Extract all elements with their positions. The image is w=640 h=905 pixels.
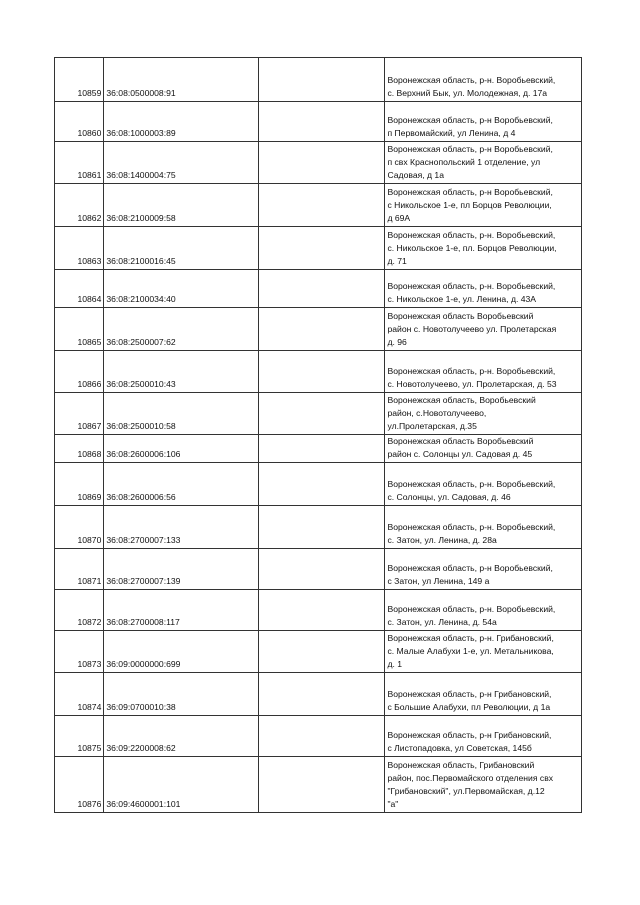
address-line: с. Затон, ул. Ленина, д. 28а: [387, 535, 497, 545]
address-cell: [385, 631, 582, 673]
row-number: 10866: [55, 351, 104, 393]
table-row: [55, 102, 582, 142]
table-row: [55, 58, 582, 102]
empty-cell: [258, 757, 385, 813]
address-cell: [385, 227, 582, 270]
address-line: Воронежская область, р-н. Воробьевский,: [387, 522, 556, 532]
table-row: [55, 435, 582, 463]
cadastral-number: 36:08:2700007:139: [104, 549, 258, 590]
row-number: 10865: [55, 308, 104, 351]
cadastral-number: 36:09:4600001:101: [104, 757, 258, 813]
empty-cell: [258, 270, 385, 308]
cadastral-number: 36:08:1000003:89: [104, 102, 258, 142]
cadastral-number: 36:08:1400004:75: [104, 142, 258, 184]
address-line: Воронежская область, р-н. Воробьевский,: [387, 604, 556, 614]
address-line: д. 71: [387, 256, 407, 266]
address-line: Садовая, д 1а: [387, 170, 444, 180]
empty-cell: [258, 590, 385, 631]
table-row: [55, 184, 582, 227]
address-line: Воронежская область Воробьевский: [387, 436, 534, 446]
cadastral-number: 36:08:2500007:62: [104, 308, 258, 351]
address-line: "Грибановский", ул.Первомайская, д.12: [387, 786, 545, 796]
address-line: район с. Солонцы ул. Садовая д. 45: [387, 449, 533, 459]
row-number: 10864: [55, 270, 104, 308]
address-cell: [385, 351, 582, 393]
empty-cell: [258, 308, 385, 351]
table-row: [55, 142, 582, 184]
address-line: Воронежская область, р-н. Воробьевский,: [387, 230, 556, 240]
row-number: 10869: [55, 463, 104, 506]
address-line: Воронежская область, р-н Грибановский,: [387, 730, 552, 740]
empty-cell: [258, 227, 385, 270]
address-line: д 69А: [387, 213, 411, 223]
address-cell: [385, 590, 582, 631]
table-row: [55, 631, 582, 673]
empty-cell: [258, 102, 385, 142]
address-line: с Листопадовка, ул Советская, 145б: [387, 743, 532, 753]
address-line: п Первомайский, ул Ленина, д 4: [387, 128, 516, 138]
row-number: 10867: [55, 393, 104, 435]
address-cell: [385, 270, 582, 308]
empty-cell: [258, 393, 385, 435]
address-line: д. 96: [387, 337, 407, 347]
address-line: с. Затон, ул. Ленина, д. 54а: [387, 617, 497, 627]
address-cell: [385, 102, 582, 142]
row-number: 10874: [55, 673, 104, 716]
row-number: 10873: [55, 631, 104, 673]
address-cell: [385, 549, 582, 590]
address-cell: [385, 463, 582, 506]
address-cell: [385, 757, 582, 813]
cadastral-number: 36:08:2100016:45: [104, 227, 258, 270]
address-line: с. Солонцы, ул. Садовая, д. 46: [387, 492, 511, 502]
address-cell: [385, 58, 582, 102]
address-line: Воронежская область, р-н. Воробьевский,: [387, 75, 556, 85]
table-row: [55, 393, 582, 435]
address-line: Воронежская область, р-н. Воробьевский,: [387, 281, 556, 291]
registry-table-body: [55, 58, 582, 813]
address-line: Воронежская область, р-н. Воробьевский,: [387, 479, 556, 489]
address-line: "а": [387, 799, 399, 809]
address-line: с. Верхний Бык, ул. Молодежная, д. 17а: [387, 88, 548, 98]
address-cell: [385, 142, 582, 184]
empty-cell: [258, 184, 385, 227]
address-line: Воронежская область, р-н Воробьевский,: [387, 563, 553, 573]
cadastral-number: 36:08:2500010:58: [104, 393, 258, 435]
address-cell: [385, 673, 582, 716]
address-line: с. Никольское 1-е, пл. Борцов Революции,: [387, 243, 557, 253]
address-cell: [385, 435, 582, 463]
table-row: [55, 351, 582, 393]
empty-cell: [258, 673, 385, 716]
address-line: с Никольское 1-е, пл Борцов Революции,: [387, 200, 552, 210]
cadastral-number: 36:08:2500010:43: [104, 351, 258, 393]
cadastral-number: 36:08:2600006:106: [104, 435, 258, 463]
empty-cell: [258, 435, 385, 463]
cadastral-number: 36:08:2700007:133: [104, 506, 258, 549]
row-number: 10860: [55, 102, 104, 142]
address-line: д. 1: [387, 659, 403, 669]
address-line: с. Никольское 1-е, ул. Ленина, д. 43А: [387, 294, 537, 304]
table-row: [55, 270, 582, 308]
address-line: Воронежская область, р-н Воробьевский,: [387, 115, 553, 125]
address-line: п свх Краснопольский 1 отделение, ул: [387, 157, 541, 167]
empty-cell: [258, 463, 385, 506]
address-line: с. Малые Алабухи 1-е, ул. Метальникова,: [387, 646, 554, 656]
row-number: 10862: [55, 184, 104, 227]
row-number: 10872: [55, 590, 104, 631]
table-row: [55, 549, 582, 590]
row-number: 10859: [55, 58, 104, 102]
address-line: Воронежская область, р-н. Грибановский,: [387, 633, 554, 643]
address-line: район, пос.Первомайского отделения свх: [387, 773, 554, 783]
table-row: [55, 506, 582, 549]
address-cell: [385, 716, 582, 757]
table-row: [55, 757, 582, 813]
row-number: 10876: [55, 757, 104, 813]
row-number: 10861: [55, 142, 104, 184]
address-line: Воронежская область, Воробьевский: [387, 395, 536, 405]
address-line: Воронежская область Воробьевский: [387, 311, 534, 321]
cadastral-number: 36:08:2100009:58: [104, 184, 258, 227]
empty-cell: [258, 631, 385, 673]
table-row: [55, 673, 582, 716]
address-cell: [385, 393, 582, 435]
registry-table: [54, 57, 582, 813]
table-row: [55, 590, 582, 631]
address-cell: [385, 184, 582, 227]
empty-cell: [258, 506, 385, 549]
empty-cell: [258, 351, 385, 393]
cadastral-number: 36:08:2100034:40: [104, 270, 258, 308]
address-line: с. Новотолучеево, ул. Пролетарская, д. 53: [387, 379, 557, 389]
cadastral-number: 36:09:0700010:38: [104, 673, 258, 716]
cadastral-number: 36:08:2600006:56: [104, 463, 258, 506]
address-line: Воронежская область, р-н Грибановский,: [387, 689, 552, 699]
address-line: с Затон, ул Ленина, 149 а: [387, 576, 490, 586]
row-number: 10871: [55, 549, 104, 590]
address-line: Воронежская область, р-н Воробьевский,: [387, 187, 553, 197]
table-row: [55, 716, 582, 757]
empty-cell: [258, 549, 385, 590]
empty-cell: [258, 142, 385, 184]
row-number: 10868: [55, 435, 104, 463]
row-number: 10875: [55, 716, 104, 757]
address-line: ул.Пролетарская, д.35: [387, 421, 477, 431]
table-row: [55, 227, 582, 270]
table-row: [55, 463, 582, 506]
address-cell: [385, 506, 582, 549]
address-line: район с. Новотолучеево ул. Пролетарская: [387, 324, 557, 334]
table-row: [55, 308, 582, 351]
address-cell: [385, 308, 582, 351]
address-line: район, с.Новотолучеево,: [387, 408, 487, 418]
cadastral-number: 36:09:2200008:62: [104, 716, 258, 757]
cadastral-number: 36:08:2700008:117: [104, 590, 258, 631]
row-number: 10863: [55, 227, 104, 270]
empty-cell: [258, 716, 385, 757]
address-line: Воронежская область, р-н. Воробьевский,: [387, 366, 556, 376]
cadastral-number: 36:08:0500008:91: [104, 58, 258, 102]
cadastral-number: 36:09:0000000:699: [104, 631, 258, 673]
row-number: 10870: [55, 506, 104, 549]
address-line: с Большие Алабухи, пл Революции, д 1а: [387, 702, 551, 712]
address-line: Воронежская область, Грибановский: [387, 760, 535, 770]
address-line: Воронежская область, р-н Воробьевский,: [387, 144, 553, 154]
empty-cell: [258, 58, 385, 102]
